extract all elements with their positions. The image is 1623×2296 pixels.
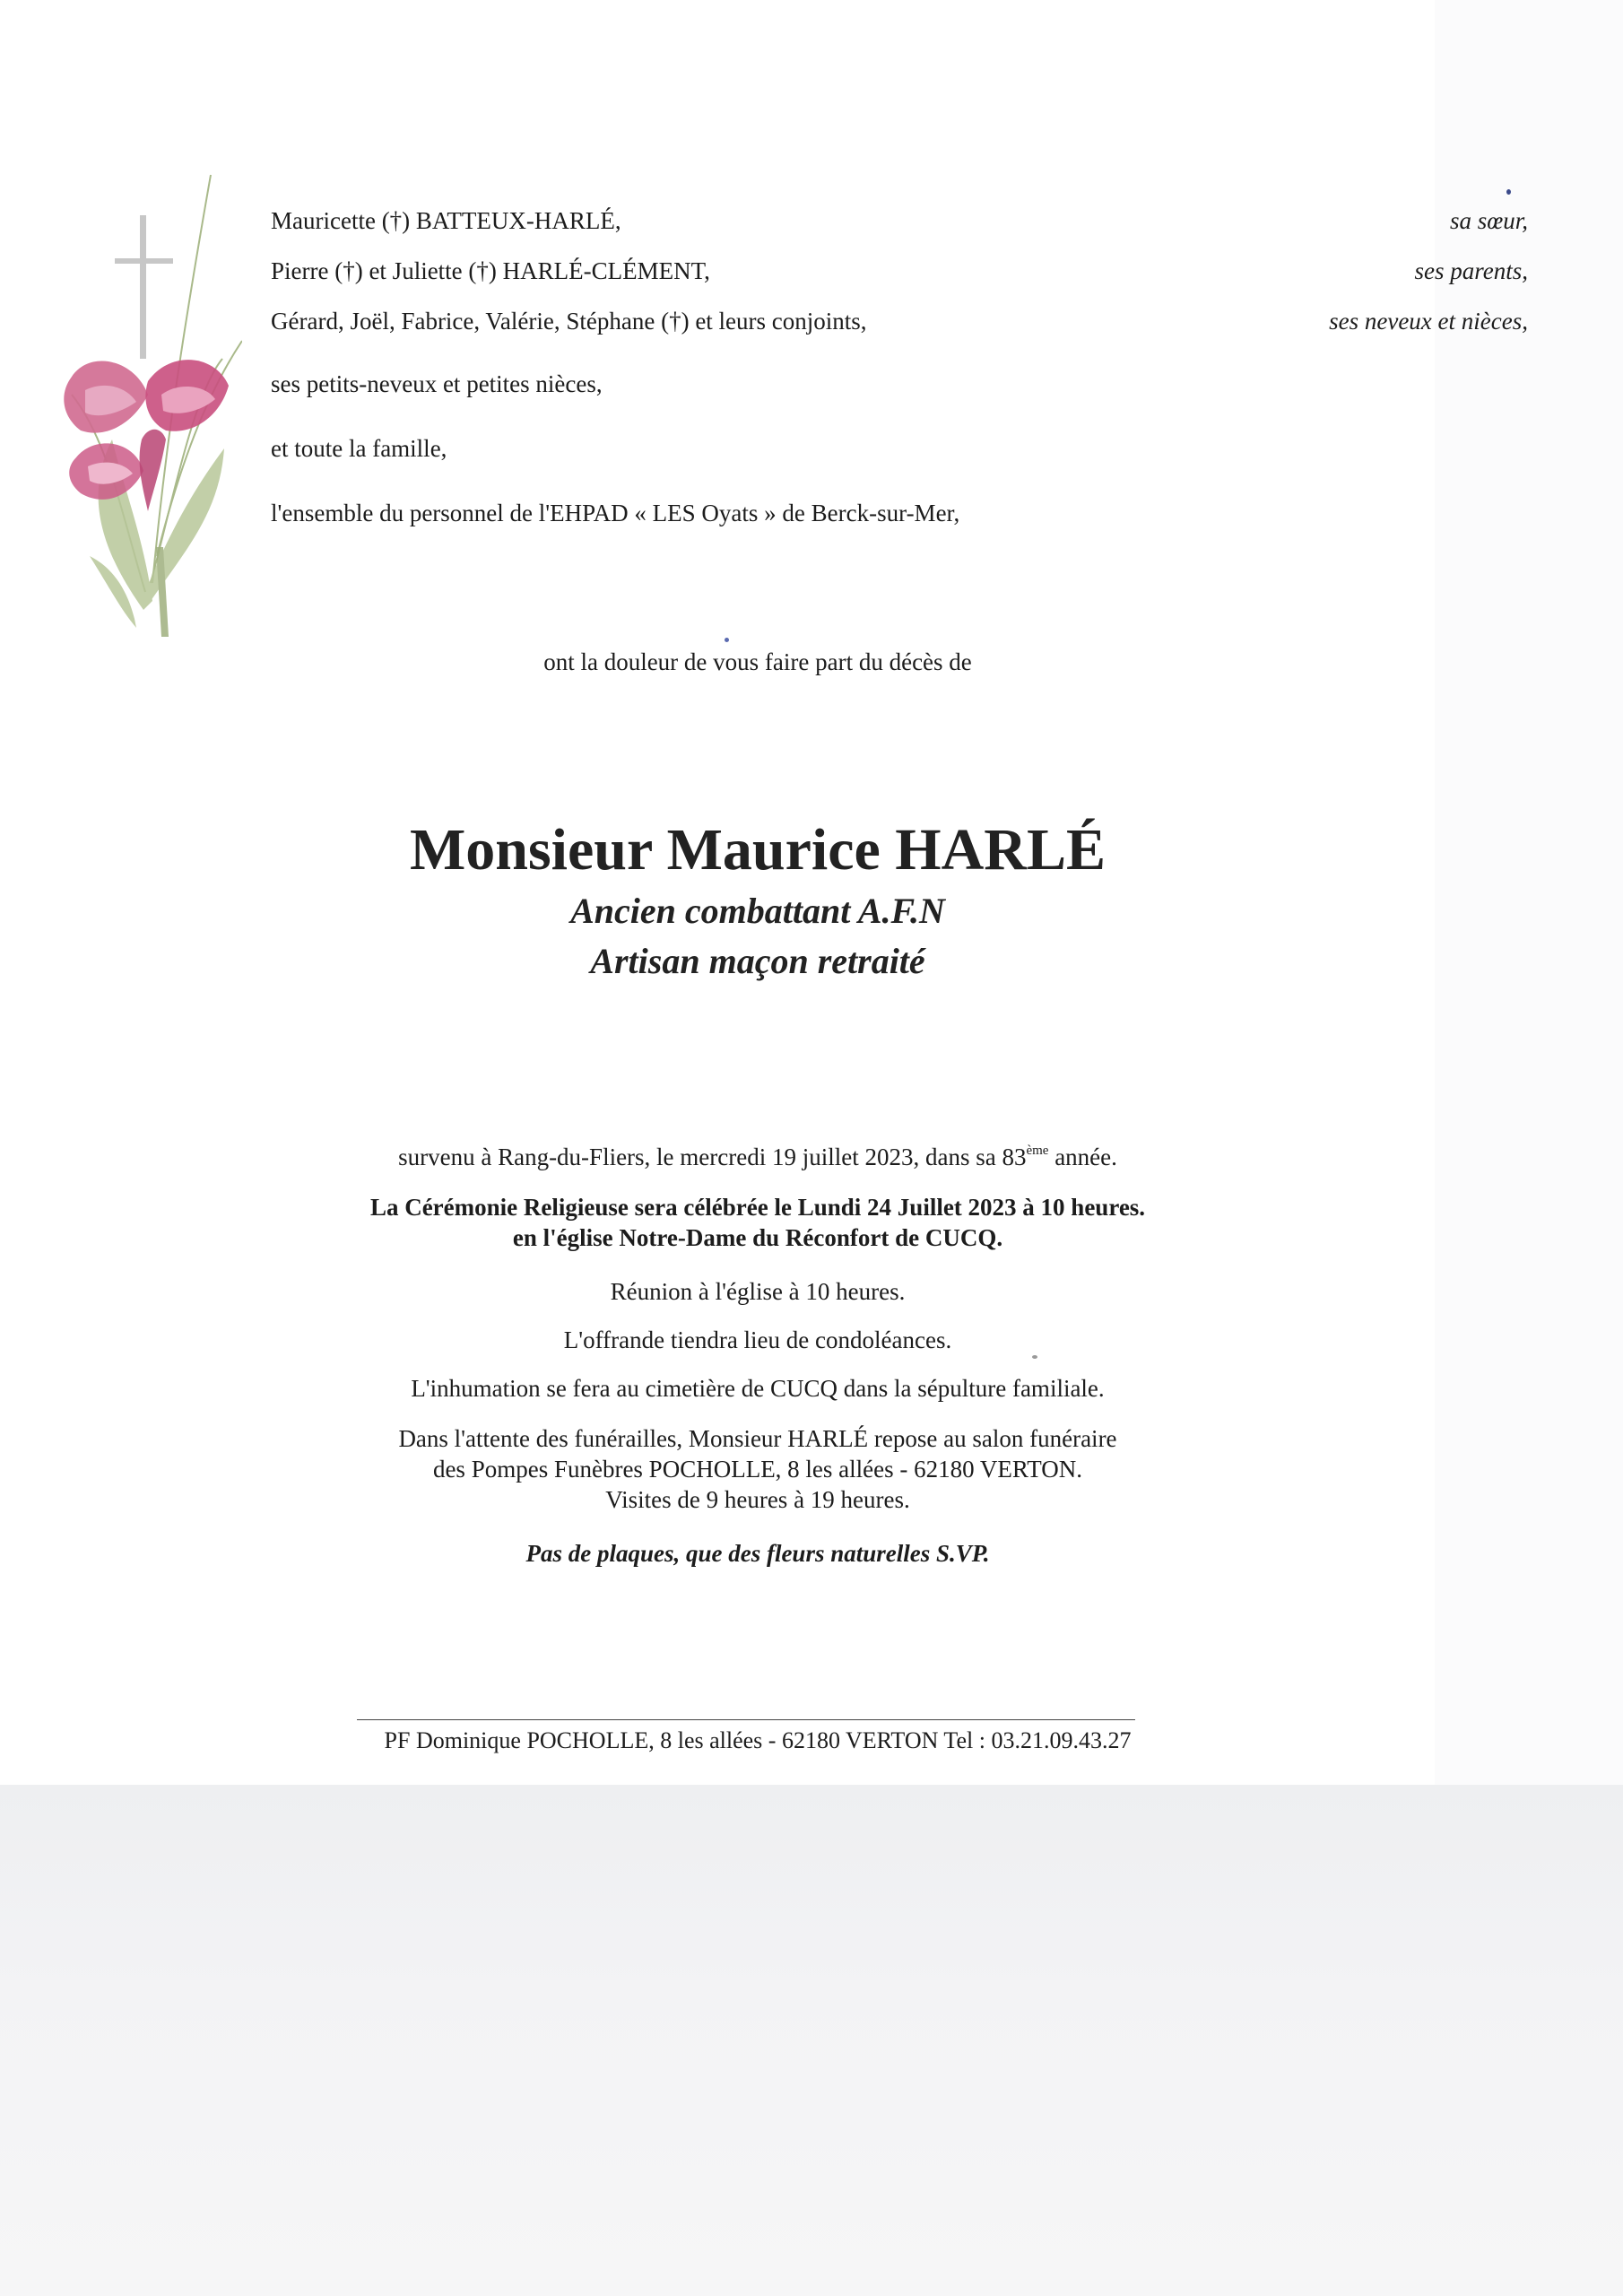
- family-line-3: Gérard, Joël, Fabrice, Valérie, Stéphane (†) et leurs conjoints,: [271, 308, 867, 335]
- deceased-title-2: Artisan maçon retraité: [590, 941, 925, 981]
- scan-speck: [1506, 189, 1511, 195]
- visits-line: Visites de 9 heures à 19 heures.: [605, 1486, 910, 1513]
- deceased-title-1: Ancien combattant A.F.N: [570, 891, 945, 931]
- death-details-main: survenu à Rang-du-Fliers, le mercredi 19 juillet 2023, dans sa 83: [398, 1144, 1027, 1170]
- family-line-6: l'ensemble du personnel de l'EHPAD « LES Oyats » de Berck-sur-Mer,: [271, 500, 960, 526]
- family-relation-1: sa sœur,: [1449, 207, 1528, 234]
- family-line-2: Pierre (†) et Juliette (†) HARLÉ-CLÉMENT,: [271, 257, 710, 284]
- deceased-name: Monsieur Maurice HARLÉ: [409, 817, 1107, 883]
- death-details-end: année.: [1048, 1144, 1117, 1170]
- announcement-text: ont la douleur de vous faire part du décès de: [543, 648, 972, 675]
- footer-divider: [357, 1719, 1135, 1720]
- ceremony-line-2: en l'église Notre-Dame du Réconfort de CUCQ.: [512, 1224, 1003, 1251]
- family-line-4: ses petits-neveux et petites nièces,: [271, 370, 603, 397]
- scanner-bed-area: [0, 1785, 1623, 2296]
- flowers-note: Pas de plaques, que des fleurs naturelles S.VP.: [525, 1540, 990, 1567]
- reunion-line: Réunion à l'église à 10 heures.: [610, 1278, 906, 1305]
- family-line-5: et toute la famille,: [271, 435, 447, 462]
- ceremony-line-1: La Cérémonie Religieuse sera célébrée le Lundi 24 Juillet 2023 à 10 heures.: [369, 1194, 1146, 1221]
- scan-speck: [725, 638, 729, 642]
- death-details: [0, 1142, 1515, 1172]
- funeral-home-footer: PF Dominique POCHOLLE, 8 les allées - 62180 VERTON Tel : 03.21.09.43.27: [384, 1727, 1132, 1753]
- rest-line-2: des Pompes Funèbres POCHOLLE, 8 les allées - 62180 VERTON.: [432, 1456, 1083, 1483]
- burial-line: L'inhumation se fera au cimetière de CUCQ dans la sépulture familiale.: [411, 1375, 1105, 1402]
- family-relation-3: ses neveux et nièces,: [1329, 308, 1528, 335]
- cross-icon: [115, 215, 173, 359]
- death-details-ordinal: ème: [1026, 1144, 1049, 1158]
- family-line-1: Mauricette (†) BATTEUX-HARLÉ,: [271, 207, 621, 234]
- scan-speck: [1032, 1355, 1037, 1359]
- rest-line-1: Dans l'attente des funérailles, Monsieur HARLÉ repose au salon funéraire: [398, 1425, 1117, 1452]
- family-relation-2: ses parents,: [1414, 257, 1528, 284]
- offering-line: L'offrande tiendra lieu de condoléances.: [563, 1326, 952, 1353]
- cross-and-lily-illustration: [36, 170, 242, 637]
